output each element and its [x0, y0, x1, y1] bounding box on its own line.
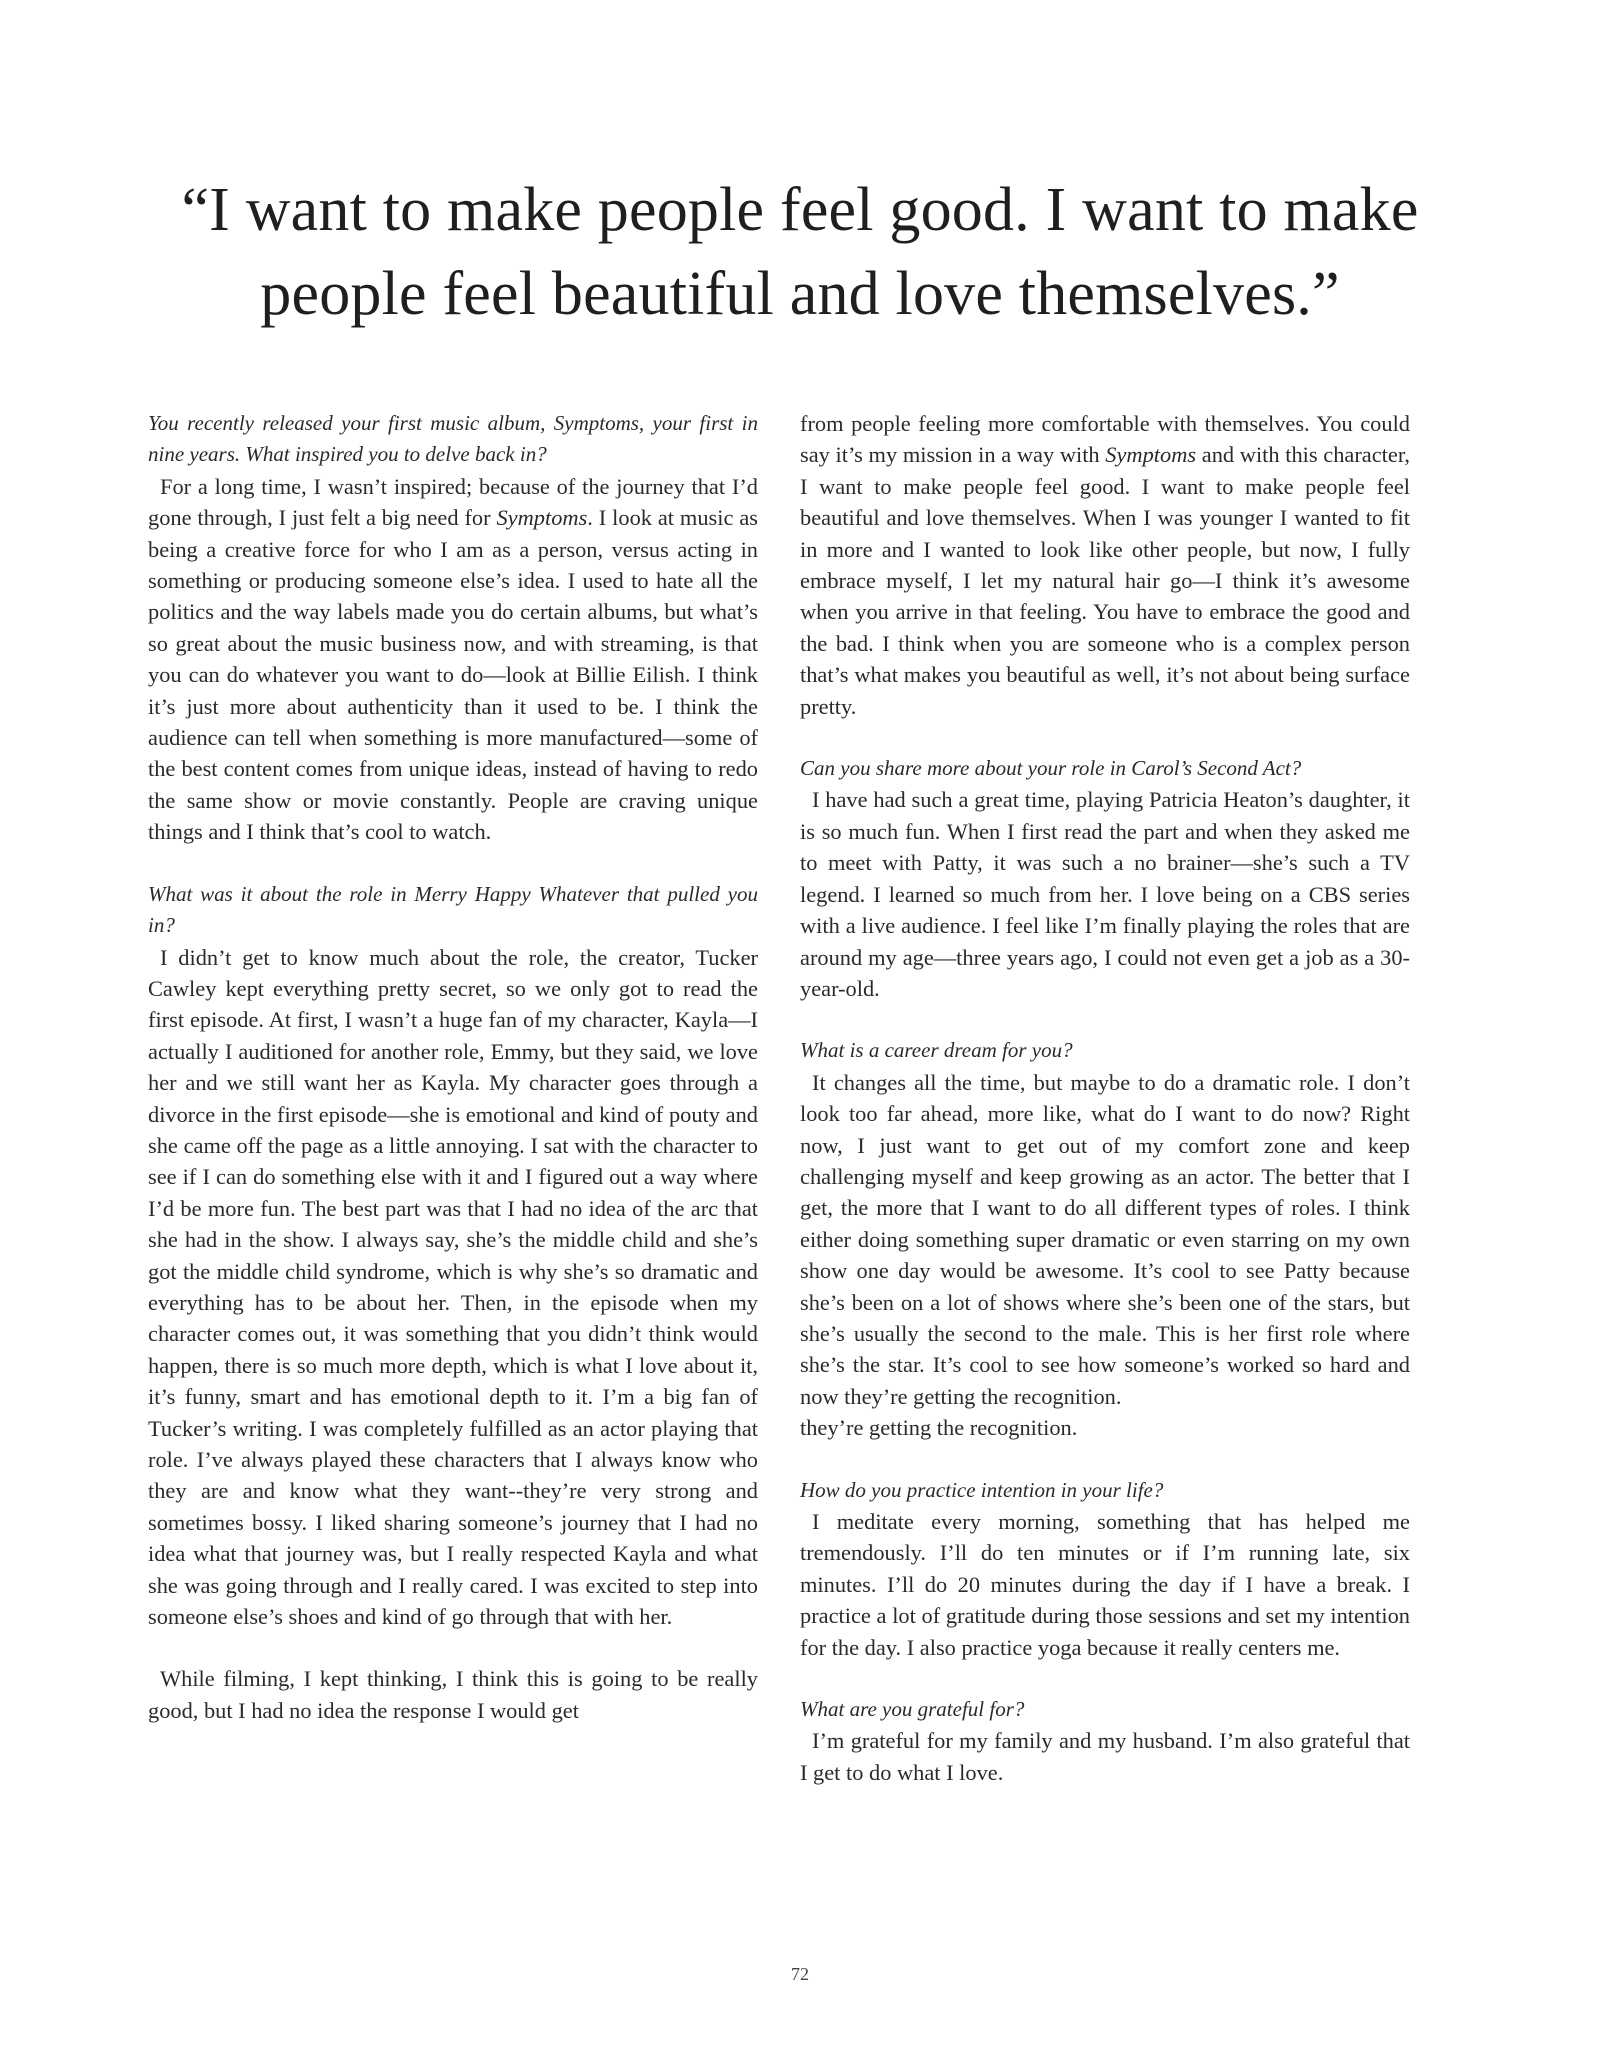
answer-merry-happy-whatever-continued: While filming, I kept thinking, I think this is going to be really good, but I had no idea the response I would get — [148, 1666, 758, 1723]
answer-continued-part1: from people feeling more comfortable with themselves. You could say it’s my mission in a way with — [800, 411, 1410, 468]
right-column — [800, 408, 1410, 1819]
qa-grateful — [800, 1694, 1410, 1788]
answer-grateful: I’m grateful for my family and my husband. I’m also grateful that I get to do what I love. — [800, 1728, 1410, 1785]
answer-symptoms — [148, 471, 758, 848]
question-merry-happy-whatever: What was it about the role in Merry Happy Whatever that pulled you in? — [148, 881, 758, 938]
qa-career-dream — [800, 1035, 1410, 1443]
question-grateful: What are you grateful for? — [800, 1697, 1025, 1722]
qa-merry-happy-whatever — [148, 879, 758, 1727]
qa-symptoms — [148, 408, 758, 848]
answer-carols-second-act: I have had such a great time, playing Patricia Heaton’s daughter, it is so much fun. When I first read the part and when they asked me to meet with Patty, it was such a no brainer—she’s such a TV legend. I learned so much from her. I love being on a CBS series with a live audience. I feel like I’m finally playing the roles that are around my age—three years ago, I could not even get a job as a 30-year-old. — [800, 787, 1410, 1001]
answer-continued-part2: and with this character, I want to make people feel good. I want to make people feel beautiful and love themselves. When I was younger I wanted to fit in more and I wanted to look like other people, but now, I fully embrace myself, I let my natural hair go—I think it’s awesome when you arrive in that feeling. You have to embrace the good and the bad. I think when you are someone who is a complex person that’s what makes you beautiful as well, it’s not about being surface pretty. — [800, 442, 1410, 719]
qa-intention — [800, 1475, 1410, 1663]
answer-career-dream: It changes all the time, but maybe to do a dramatic role. I don’t look too far ahead, more like, what do I want to do now? Right now, I just want to get out of my comfort zone and keep challenging myself and keep growing as an actor. The better that I get, the more that I want to do all different types of roles. I think either doing something super dramatic or even starring on my own show one day would be awesome. It’s cool to see Patty because she’s been on a lot of shows where she’s been one of the stars, but she’s usually the second to the male. This is her first role where she’s the star. It’s cool to see how someone’s worked so hard and now they’re getting the recognition. — [800, 1069, 1410, 1409]
qa-continued — [800, 408, 1410, 722]
answer-continued — [800, 408, 1410, 722]
answer-symptoms-part1: For a long time, I wasn’t inspired; because of the journey that I’d gone through, I just felt a big need for — [148, 473, 758, 531]
question-symptoms: You recently released your first music album, Symptoms, your first in nine years. What inspired you to delve back in? — [148, 411, 758, 467]
answer-symptoms-part2: . I look at music as being a creative force for who I am as a person, versus acting in something or producing someone else’s idea. I used to hate all the politics and the way labels made you do certain albums, but what’s so great about the music business now, and with streaming, is that you can do whatever you want to do—look at Billie Eilish. I think it’s just more about authenticity than it used to be. I think the audience can tell when something is more manufactured—some of the best content comes from unique ideas, instead of having to redo the same show or movie constantly. People are craving unique things and I think that’s cool to watch. — [148, 505, 758, 845]
qa-carols-second-act — [800, 753, 1410, 1004]
answer-career-dream-repeat: they’re getting the recognition. — [800, 1415, 1078, 1441]
answer-merry-happy-whatever: I didn’t get to know much about the role, the creator, Tucker Cawley kept everything pretty secret, so we only got to read the first episode. At first, I wasn’t a huge fan of my character, Kayla—I actually I auditioned for another role, Emmy, but they said, we love her and we still want her as Kayla. My character goes through a divorce in the first episode—she is emotional and kind of pouty and she came off the page as a little annoying. I sat with the character to see if I can do something else with it and I figured out a way where I’d be more fun. The best part was that I had no idea of the arc that she had in the show. I always say, she’s the middle child and she’s got the middle child syndrome, which is why she’s so dramatic and everything has to be about her. Then, in the episode when my character comes out, it was something that you didn’t think would happen, there is so much more depth, which is what I love about it, it’s funny, smart and has emotional depth to it. I’m a big fan of Tucker’s writing. I was completely fulfilled as an actor playing that role. I’ve always played these characters that I always know who they are and know what they want--they’re very strong and sometimes bossy. I liked sharing someone’s journey that I had no idea what that journey was, but I really respected Kayla and what she was going through and I really cared. I was excited to step into someone else’s shoes and kind of go through that with her. — [148, 944, 758, 1630]
question-intention: How do you practice intention in your life? — [800, 1477, 1164, 1502]
page-number: 72 — [791, 1964, 809, 1984]
answer-continued-album-title: Symptoms — [1105, 442, 1197, 468]
answer-intention: I meditate every morning, something that has helped me tremendously. I’ll do ten minutes or if I’m running late, six minutes. I’ll do 20 minutes during the day if I have a break. I practice a lot of gratitude during those sessions and set my intention for the day. I also practice yoga because it really centers me. — [800, 1509, 1410, 1660]
question-carols-second-act: Can you share more about your role in Carol’s Second Act? — [800, 756, 1302, 781]
pull-quote: “I want to make people feel good. I want to make people feel beautiful and love themselves.” — [181, 176, 1419, 328]
question-career-dream: What is a career dream for you? — [800, 1038, 1073, 1063]
answer-symptoms-album-title: Symptoms — [496, 505, 588, 531]
left-column — [148, 408, 758, 1757]
